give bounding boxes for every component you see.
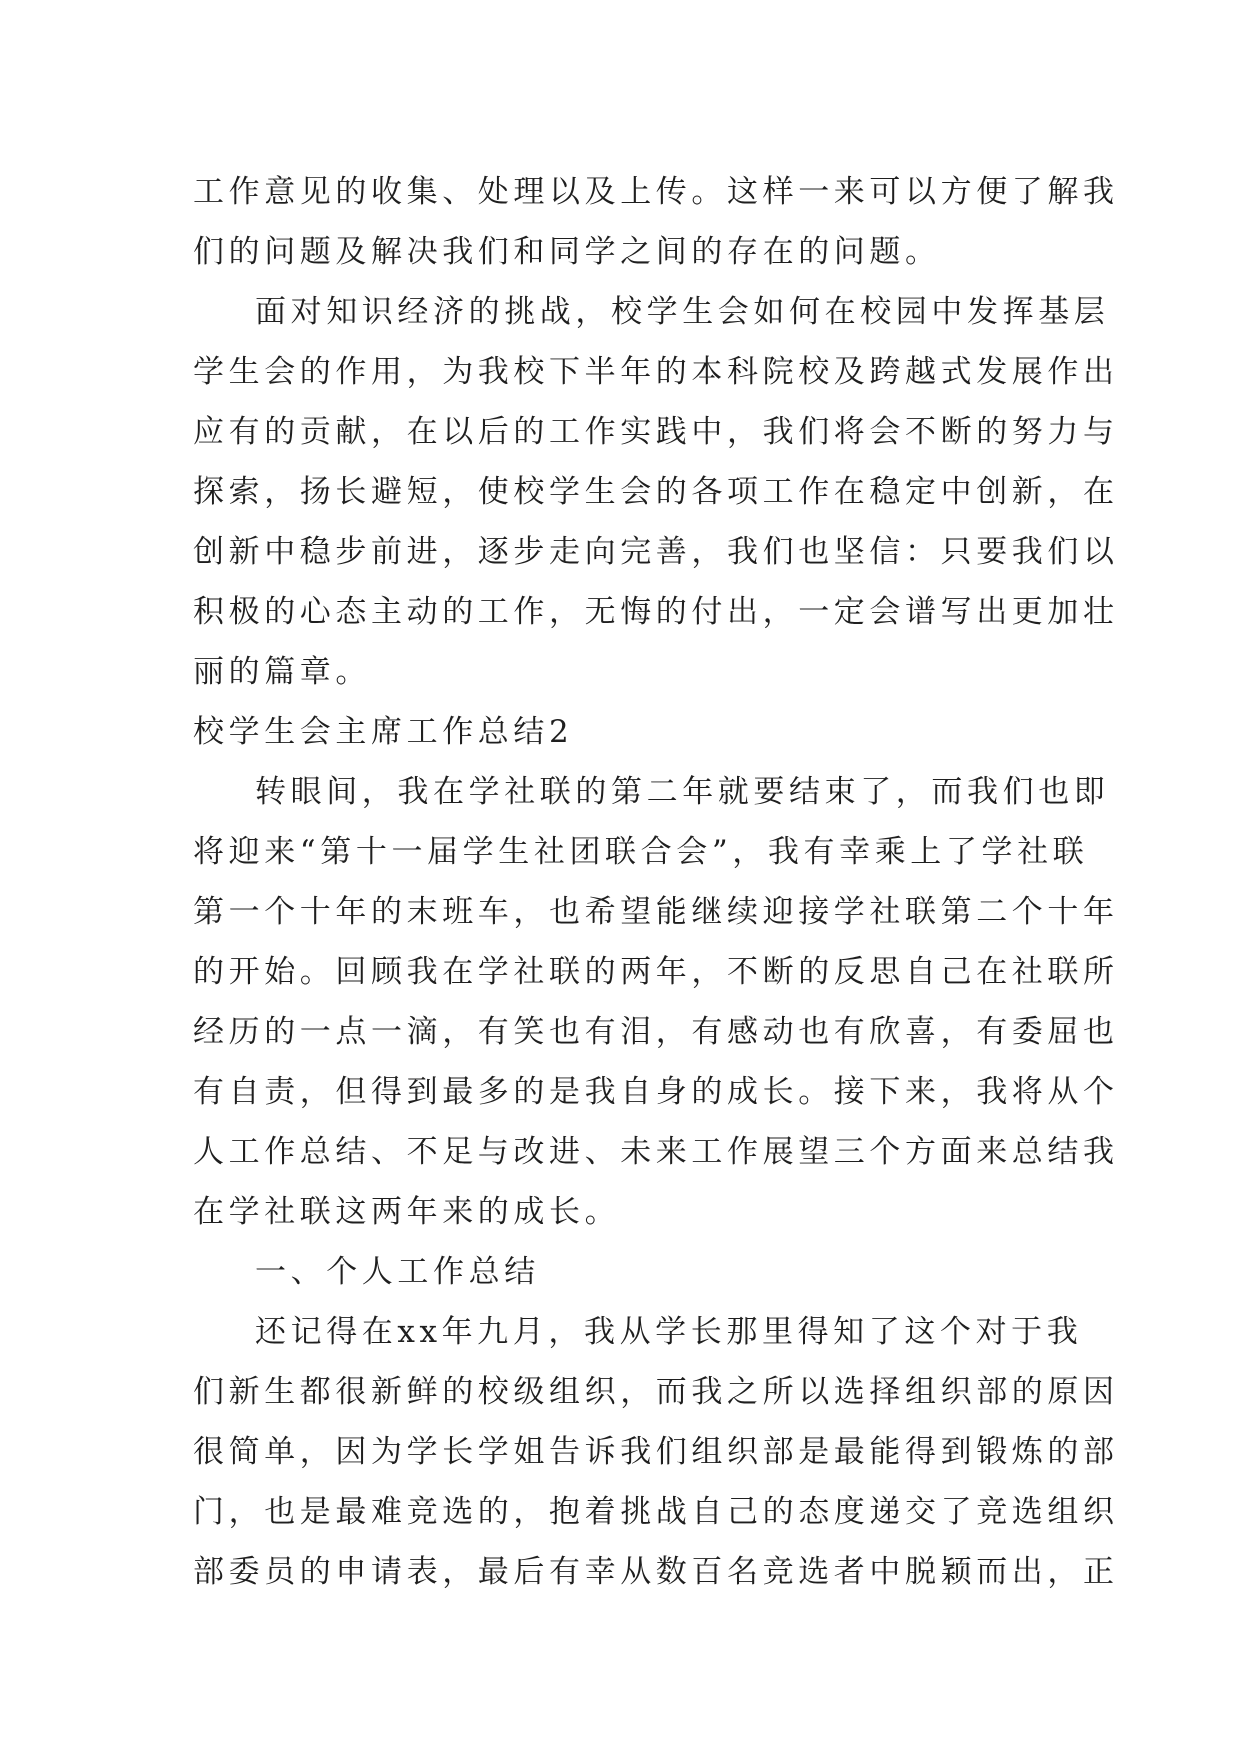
text-line: 们新生都很新鲜的校级组织，而我之所以选择组织部的原因 — [193, 1374, 1119, 1410]
text-line: 人工作总结、不足与改进、未来工作展望三个方面来总结我 — [193, 1134, 1119, 1170]
text-line: 有自责，但得到最多的是我自身的成长。接下来，我将从个 — [193, 1074, 1119, 1110]
text-line: 工作意见的收集、处理以及上传。这样一来可以方便了解我 — [193, 174, 1119, 210]
document-body — [193, 162, 1119, 1602]
text-line: 学生会的作用，为我校下半年的本科院校及跨越式发展作出 — [193, 354, 1119, 390]
paragraph-start-line: 面对知识经济的挑战，校学生会如何在校园中发挥基层 — [255, 294, 1110, 330]
subsection-heading: 一、个人工作总结 — [255, 1254, 540, 1290]
text-line: 应有的贡献，在以后的工作实践中，我们将会不断的努力与 — [193, 414, 1119, 450]
text-line: 门，也是最难竞选的，抱着挑战自己的态度递交了竞选组织 — [193, 1494, 1119, 1530]
text-line: 经历的一点一滴，有笑也有泪，有感动也有欣喜，有委屈也 — [193, 1014, 1119, 1050]
text-line: 创新中稳步前进，逐步走向完善，我们也坚信：只要我们以 — [193, 534, 1119, 570]
text-line: 部委员的申请表，最后有幸从数百名竞选者中脱颖而出，正 — [193, 1554, 1119, 1590]
paragraph-start-line: 还记得在xx年九月，我从学长那里得知了这个对于我 — [255, 1314, 1083, 1350]
text-line: 在学社联这两年来的成长。 — [193, 1194, 621, 1230]
text-line: 的开始。回顾我在学社联的两年，不断的反思自己在社联所 — [193, 954, 1119, 990]
section-heading: 校学生会主席工作总结2 — [193, 714, 574, 750]
text-line: 丽的篇章。 — [193, 654, 371, 690]
text-line: 很简单，因为学长学姐告诉我们组织部是最能得到锻炼的部 — [193, 1434, 1119, 1470]
paragraph-start-line: 转眼间，我在学社联的第二年就要结束了，而我们也即 — [255, 774, 1110, 810]
text-line: 将迎来“第十一届学生社团联合会”，我有幸乘上了学社联 — [193, 834, 1089, 870]
text-line: 们的问题及解决我们和同学之间的存在的问题。 — [193, 234, 941, 270]
text-line: 积极的心态主动的工作，无悔的付出，一定会谱写出更加壮 — [193, 594, 1119, 630]
text-line: 探索，扬长避短，使校学生会的各项工作在稳定中创新，在 — [193, 474, 1119, 510]
text-line: 第一个十年的末班车，也希望能继续迎接学社联第二个十年 — [193, 894, 1119, 930]
